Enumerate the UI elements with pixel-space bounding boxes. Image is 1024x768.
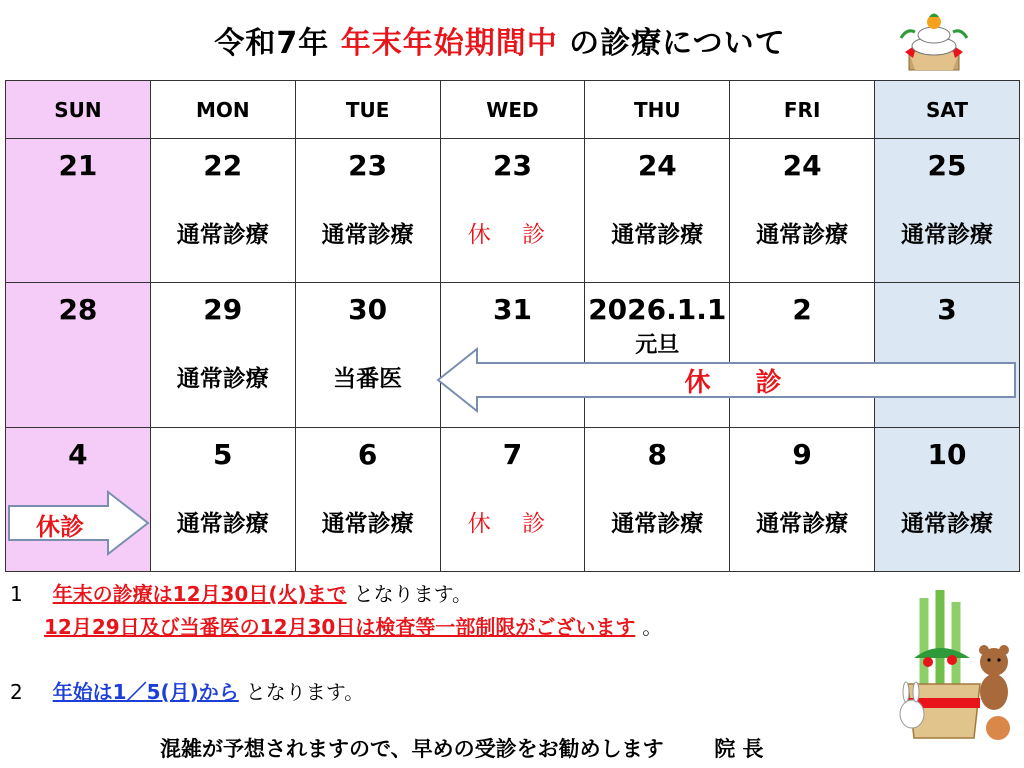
calendar-week-3 [6, 427, 1020, 571]
day-status: 通常診療 [321, 222, 414, 249]
sunday-arrow-label: 休診 [36, 513, 84, 541]
note-2-text: となります。 [245, 680, 365, 704]
day-number: 2 [792, 293, 812, 327]
day-status: 通常診療 [176, 510, 269, 537]
note-1-line-1 [10, 578, 472, 607]
day-cell [6, 139, 151, 283]
weekday-header-sun: SUN [6, 81, 151, 139]
day-number: 9 [792, 437, 812, 471]
page-title [0, 18, 1000, 62]
day-number: 30 [348, 293, 388, 327]
day-status-closed: 休 診 [467, 510, 558, 537]
day-cell [150, 139, 295, 283]
closure-arrow-label: 休 診 [684, 367, 800, 398]
note-1-line-2 [44, 611, 662, 640]
day-cell [875, 139, 1020, 283]
day-number: 23 [348, 149, 388, 183]
title-suffix: の診療について [557, 26, 786, 61]
day-number: 8 [647, 437, 668, 471]
day-status: 当番医 [333, 366, 403, 393]
day-number: 6 [357, 437, 378, 471]
weekday-header-wed: WED [440, 81, 585, 139]
day-cell [730, 139, 875, 283]
day-status: 通常診療 [176, 222, 269, 249]
day-cell [295, 427, 440, 571]
day-number: 10 [927, 437, 967, 471]
kadomatsu-animals-illustration [894, 588, 1022, 758]
kagami-mochi-illustration [895, 8, 973, 74]
weekday-header-fri: FRI [730, 81, 875, 139]
day-cell [440, 427, 585, 571]
day-cell [585, 139, 730, 283]
note-1-number: 1 [10, 582, 23, 606]
note-2-line [10, 676, 364, 705]
day-status-closed: 休 診 [467, 222, 558, 249]
footer-message: 混雑が予想されますので、早めの受診をお勧めします [160, 737, 664, 761]
day-status: 通常診療 [901, 510, 994, 537]
day-status: 通常診療 [611, 510, 704, 537]
sunday-closure-arrow [8, 490, 150, 556]
weekday-header-mon: MON [150, 81, 295, 139]
weekday-header-sat: SAT [875, 81, 1020, 139]
day-note: 元旦 [635, 333, 680, 359]
day-number: 31 [492, 293, 532, 327]
note-1-text: となります。 [353, 582, 472, 606]
day-number: 24 [637, 149, 677, 183]
day-cell [440, 139, 585, 283]
note-1-restriction: 12月29日及び当番医の12月30日は検査等一部制限がございます [44, 615, 636, 639]
title-highlight: 年末年始期間中 [340, 26, 558, 61]
day-number: 5 [213, 437, 233, 471]
day-cell [150, 427, 295, 571]
title-prefix: 令和7年 [214, 26, 341, 61]
day-status: 通常診療 [321, 510, 414, 537]
day-status: 通常診療 [756, 222, 849, 249]
day-number: 29 [203, 293, 243, 327]
day-status: 通常診療 [756, 510, 849, 537]
day-number: 2026.1.1 [588, 293, 727, 327]
note-2-number: 2 [10, 680, 23, 704]
day-cell [585, 427, 730, 571]
closure-period-arrow [437, 347, 1017, 413]
note-1-period: 。 [642, 615, 663, 639]
footer [160, 733, 764, 763]
footer-signature: 院 長 [714, 737, 764, 761]
day-number: 7 [502, 437, 523, 471]
day-cell [875, 427, 1020, 571]
calendar-table [5, 80, 1020, 572]
day-cell [6, 283, 151, 427]
day-cell [295, 283, 440, 427]
day-number: 21 [58, 149, 98, 183]
note-1-emphasis: 年末の診療は12月30日(火)まで [52, 582, 347, 606]
day-cell [150, 283, 295, 427]
day-number: 3 [937, 293, 957, 327]
day-number: 23 [492, 149, 532, 183]
day-cell [295, 139, 440, 283]
weekday-header-thu: THU [585, 81, 730, 139]
day-status: 通常診療 [611, 222, 704, 249]
day-number: 25 [927, 149, 967, 183]
day-status: 通常診療 [176, 366, 269, 393]
note-2-emphasis: 年始は1／5(月)から [52, 680, 239, 704]
day-status: 通常診療 [901, 222, 994, 249]
day-number: 28 [58, 293, 98, 327]
day-number: 24 [782, 149, 822, 183]
weekday-header-tue: TUE [295, 81, 440, 139]
day-number: 4 [68, 437, 88, 471]
weekday-header-row [6, 81, 1020, 139]
calendar-week-1 [6, 139, 1020, 283]
day-cell [730, 427, 875, 571]
day-number: 22 [203, 149, 243, 183]
